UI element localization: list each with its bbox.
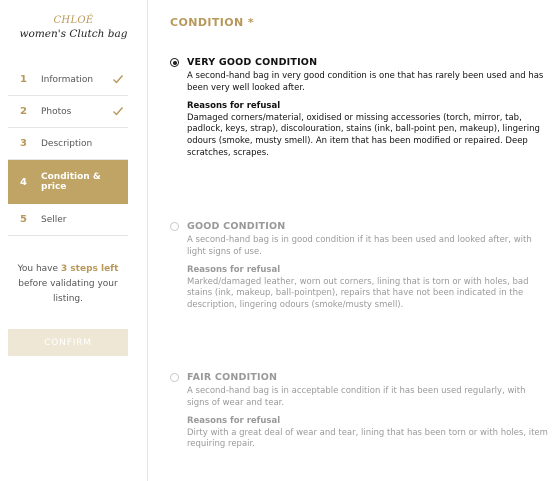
step-label: Seller [41, 214, 67, 225]
step-label: Photos [41, 106, 72, 117]
product-summary [0, 0, 147, 58]
step-number: 1 [20, 74, 27, 85]
step-information[interactable] [8, 64, 128, 96]
steps-left-count: 3 steps left [60, 264, 119, 274]
step-seller[interactable] [8, 204, 128, 236]
option-description: A second-hand bag is in acceptable condition if it has been used regularly, with signs of wear and tear. [187, 386, 526, 408]
option-description: A second-hand bag in very good condition is one that has rarely been used and has been very well looked after. [187, 71, 544, 93]
steps-info-suffix: before validating your listing. [18, 279, 118, 304]
step-number: 3 [20, 138, 27, 149]
check-icon [112, 73, 124, 85]
option-very-good-condition[interactable] [170, 57, 554, 159]
steps-remaining-text [8, 262, 128, 307]
option-description: A second-hand bag is in good condition if it has been used and looked after, with light signs of use. [187, 235, 532, 257]
steps-info-prefix: You have [17, 264, 61, 274]
step-number: 2 [20, 106, 27, 117]
step-label: Information [41, 74, 94, 85]
option-good-condition[interactable] [170, 221, 554, 312]
step-number: 5 [20, 214, 27, 225]
radio-fair[interactable] [170, 373, 179, 382]
section-title: CONDITION * [170, 16, 254, 29]
radio-very-good[interactable] [170, 58, 179, 67]
product-brand: CHLOÉ [53, 15, 94, 26]
confirm-button[interactable]: CONFIRM [8, 329, 128, 356]
reasons-text: Dirty with a great deal of wear and tear, lining that has been torn or with holes, item requiring repair. [187, 427, 548, 450]
reasons-text: Marked/damaged leather, worn out corners, lining that is torn or with holes, bad stains (ink, makeup, ball-pointpen), repairs that have not been indicated in the description, lingering odours (smoke/musty smell). [187, 276, 529, 310]
step-number: 4 [20, 176, 27, 188]
check-icon [112, 105, 124, 117]
step-condition-price[interactable] [8, 160, 128, 204]
reasons-title: Reasons for refusal [187, 101, 281, 112]
steps-nav [8, 64, 128, 236]
option-title: GOOD CONDITION [187, 221, 286, 232]
listing-sidebar [0, 0, 148, 481]
step-description[interactable] [8, 128, 128, 160]
step-label: Description [41, 138, 93, 149]
step-label: Condition & price [41, 172, 101, 192]
step-photos[interactable] [8, 96, 128, 128]
reasons-title: Reasons for refusal [187, 265, 281, 276]
option-title: VERY GOOD CONDITION [187, 57, 318, 68]
reasons-title: Reasons for refusal [187, 416, 281, 427]
radio-good[interactable] [170, 222, 179, 231]
option-fair-condition[interactable] [170, 372, 554, 451]
option-title: FAIR CONDITION [187, 372, 278, 383]
reasons-text: Damaged corners/material, oxidised or missing accessories (torch, mirror, tab, padlock, keys, strap), discolouration, stains (ink, ball-point pen, makeup), lingering odours (smoke, musty smell). An item that has been modified or repaired. Deep scratches, scrapes. [187, 112, 540, 158]
product-item: women's Clutch bag [19, 28, 128, 40]
